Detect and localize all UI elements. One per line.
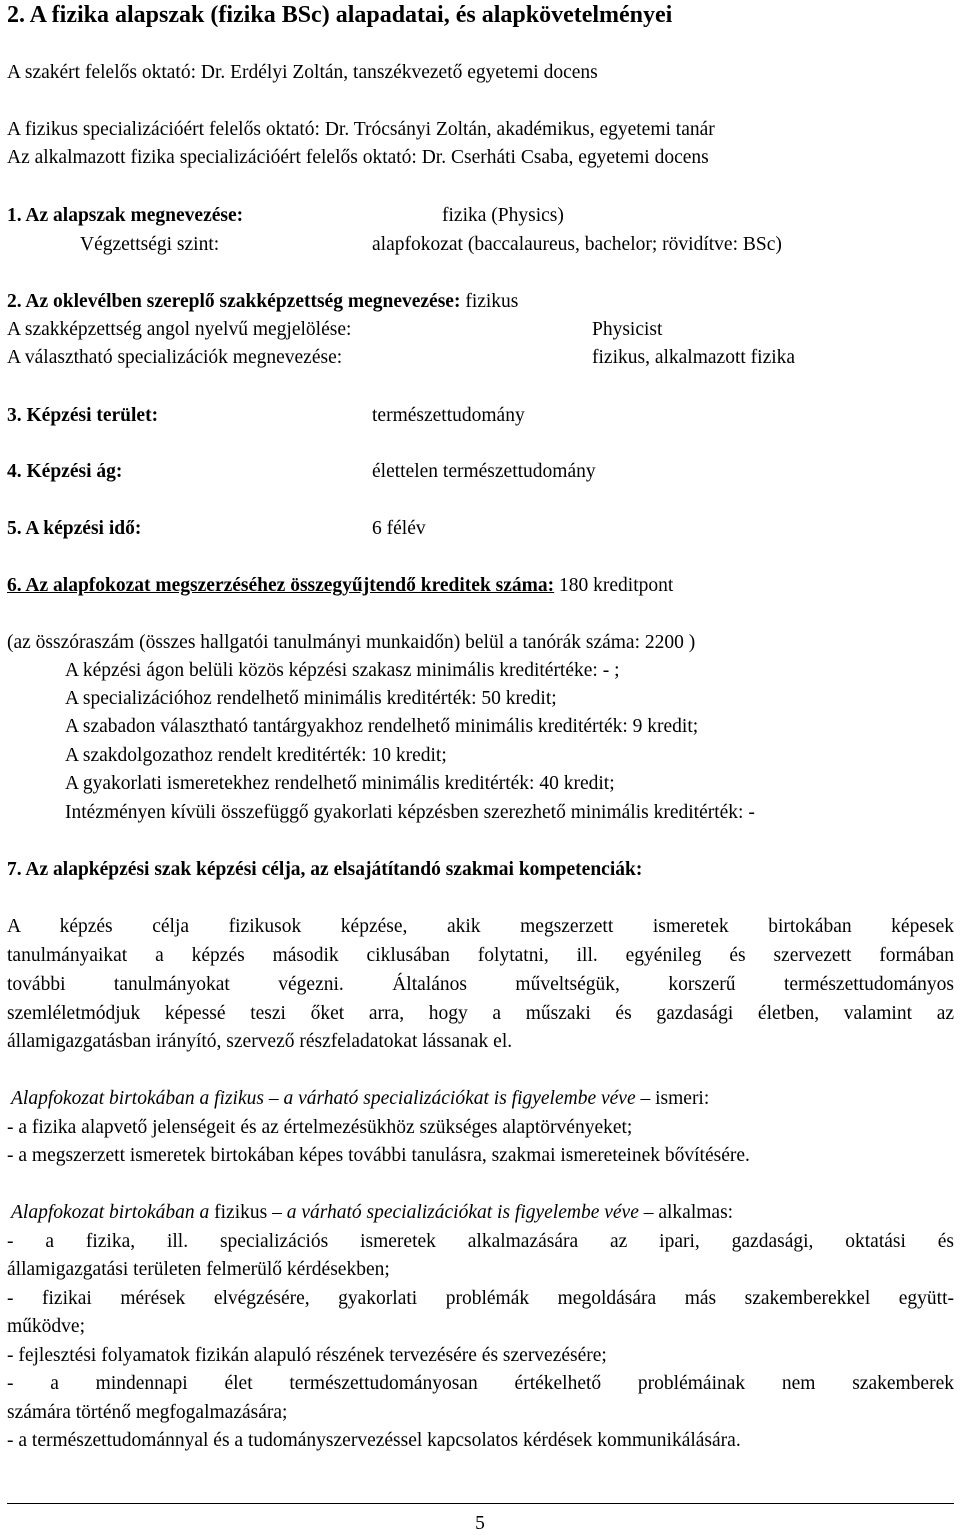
s2-heading-line bbox=[7, 290, 518, 314]
s2-spec-label: A választható specializációk megnevezése: bbox=[7, 347, 343, 368]
s6-label: 6. Az alapfokozat megszerzéséhez összegyűjtendő kreditek száma: bbox=[7, 575, 555, 596]
s7-goal-line: A képzés célja fizikusok képzése, akik megszerzett ismeretek birtokában képesek bbox=[7, 916, 954, 937]
s6-item: A képzési ágon belüli közös képzési szakasz minimális kreditértéke: - ; bbox=[65, 660, 620, 681]
s6-value: 180 kreditpont bbox=[559, 575, 674, 596]
knows-item: - a fizika alapvető jelenségeit és az értelmezésükhöz szükséges alaptörvényeket; bbox=[7, 1117, 633, 1138]
s6-item: A gyakorlati ismeretekhez rendelhető minimális kreditérték: 40 kredit; bbox=[65, 773, 615, 794]
s1-label: 1. Az alapszak megnevezése: bbox=[7, 205, 244, 226]
s1-level-label: Végzettségi szint: bbox=[80, 234, 220, 255]
s2-spec-value: fizikus, alkalmazott fizika bbox=[592, 347, 796, 368]
capable-intro-plain: fizikus bbox=[214, 1202, 268, 1223]
s7-goal-line: tanulmányaikat a képzés második ciklusában folytatni, ill. egyénileg és szervezett formában bbox=[7, 945, 954, 966]
s2-en-value: Physicist bbox=[592, 319, 663, 340]
s2-value: fizikus bbox=[465, 291, 519, 312]
s5-value: 6 félév bbox=[372, 518, 426, 539]
knows-intro-italic-2: a várható specializációkat is figyelembe véve bbox=[283, 1088, 636, 1109]
s7-capable-intro bbox=[11, 1201, 733, 1225]
s2-label: 2. Az oklevélben szereplő szakképzettség megnevezése: bbox=[7, 291, 461, 312]
s6-item: Intézményen kívüli összefüggő gyakorlati képzésben szerezhető minimális kreditérték: - bbox=[65, 802, 755, 823]
capable-item-line: államigazgatási területen felmerülő kérdésekben; bbox=[7, 1259, 390, 1280]
s2-en-label: A szakképzettség angol nyelvű megjelölése: bbox=[7, 319, 352, 340]
s1-level-value: alapfokozat (baccalaureus, bachelor; rövidítve: BSc) bbox=[372, 234, 782, 255]
s4-label: 4. Képzési ág: bbox=[7, 461, 123, 482]
knows-intro-tail: ismeri: bbox=[655, 1088, 710, 1109]
section-heading: 2. A fizika alapszak (fizika BSc) alapadatai, és alapkövetelményei bbox=[7, 2, 673, 28]
capable-item-line: - a fizika, ill. specializációs ismeretek alkalmazására az ipari, gazdasági, oktatási és bbox=[7, 1231, 954, 1252]
knows-intro-dash-2: – bbox=[640, 1088, 651, 1109]
s7-goal-line: államigazgatásban irányító, szervező részfeladatokat lássanak el. bbox=[7, 1031, 513, 1052]
s1-value: fizika (Physics) bbox=[442, 205, 564, 226]
s7-heading: 7. Az alapképzési szak képzési célja, az elsajátítandó szakmai kompetenciák: bbox=[7, 859, 643, 880]
page-number: 5 bbox=[475, 1513, 485, 1534]
capable-intro-tail: alkalmas: bbox=[658, 1202, 734, 1223]
s7-goal-line: szemléletmódjuk képessé teszi őket arra, hogy a műszaki és gazdasági életben, valamint az bbox=[7, 1003, 954, 1024]
s6-item: A szakdolgozathoz rendelt kreditérték: 10 kredit; bbox=[65, 745, 447, 766]
s7-knows-intro bbox=[11, 1087, 709, 1111]
capable-intro-italic-1: Alapfokozat birtokában a bbox=[11, 1202, 210, 1223]
s6-note: (az összóraszám (összes hallgatói tanulmányi munkaidőn) belül a tanórák száma: 2200 ) bbox=[7, 632, 696, 653]
staff-line-3: Az alkalmazott fizika specializációért felelős oktató: Dr. Cserháti Csaba, egyetemi docens bbox=[7, 147, 709, 168]
s6-item: A specializációhoz rendelhető minimális kreditérték: 50 kredit; bbox=[65, 688, 557, 709]
knows-intro-italic-1: Alapfokozat birtokában a fizikus bbox=[11, 1088, 264, 1109]
capable-intro-italic-2: a várható specializációkat is figyelembe véve bbox=[286, 1202, 639, 1223]
s4-value: élettelen természettudomány bbox=[372, 461, 596, 482]
s3-label: 3. Képzési terület: bbox=[7, 405, 159, 426]
capable-item-line: - fizikai mérések elvégzésére, gyakorlati problémák megoldására más szakemberekkel együtt- bbox=[7, 1288, 954, 1309]
s7-goal-line: további tanulmányokat végezni. Általános műveltségük, korszerű természettudományos bbox=[7, 974, 954, 995]
capable-intro-dash-2: – bbox=[643, 1202, 654, 1223]
s6-heading-line bbox=[7, 574, 673, 598]
capable-intro-dash-1: – bbox=[272, 1202, 282, 1223]
capable-item-line: - a mindennapi élet természettudományosan értékelhető problémáinak nem szakemberek bbox=[7, 1373, 954, 1394]
knows-item: - a megszerzett ismeretek birtokában képes további tanulásra, szakmai ismereteinek bővítésére. bbox=[7, 1145, 750, 1166]
capable-item-line: - fejlesztési folyamatok fizikán alapuló részének tervezésére és szervezésére; bbox=[7, 1345, 607, 1366]
s6-item: A szabadon választható tantárgyakhoz rendelhető minimális kreditérték: 9 kredit; bbox=[65, 716, 699, 737]
staff-line-2: A fizikus specializációért felelős oktató: Dr. Trócsányi Zoltán, akadémikus, egyetemi tanár bbox=[7, 119, 715, 140]
s3-value: természettudomány bbox=[372, 405, 525, 426]
knows-intro-dash-1: – bbox=[268, 1088, 279, 1109]
s5-label: 5. A képzési idő: bbox=[7, 518, 142, 539]
capable-item-line: működve; bbox=[7, 1316, 85, 1337]
staff-line-1: A szakért felelős oktató: Dr. Erdélyi Zoltán, tanszékvezető egyetemi docens bbox=[7, 62, 598, 83]
capable-item-line: - a természettudománnyal és a tudományszervezéssel kapcsolatos kérdések kommunikálására. bbox=[7, 1430, 741, 1451]
capable-item-line: számára történő megfogalmazására; bbox=[7, 1402, 288, 1423]
footer-divider bbox=[7, 1503, 954, 1504]
